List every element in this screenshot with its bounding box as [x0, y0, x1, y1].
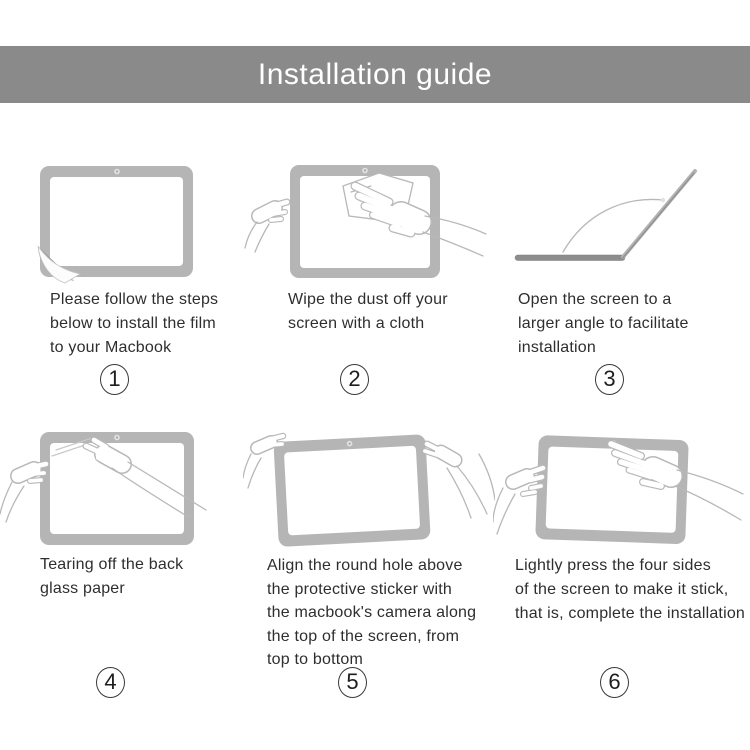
- page-title: Installation guide: [257, 58, 493, 91]
- gripping-hand-icon: [493, 468, 543, 534]
- caption-line: Please follow the steps: [50, 291, 219, 308]
- caption-line: glass paper: [40, 580, 125, 597]
- caption-line: Align the round hole above: [267, 557, 463, 574]
- holding-hand-icon: [245, 202, 287, 252]
- step-5-number-badge: 5: [338, 667, 367, 698]
- caption-line: the protective sticker with: [267, 580, 453, 598]
- laptop-base: [515, 255, 625, 261]
- step-1-number-badge: 1: [100, 364, 129, 395]
- tear-back-paper-icon: [0, 424, 252, 552]
- press-four-sides-icon: [493, 424, 750, 556]
- caption-line: installation: [518, 339, 597, 356]
- step-2-number-badge: 2: [340, 364, 369, 395]
- screen-panel: [284, 446, 420, 536]
- pinch-hand-icon: [0, 464, 46, 522]
- step-1-caption: [50, 288, 218, 360]
- align-camera-hole-icon: [243, 424, 495, 556]
- caption-line: Tearing off the back: [40, 556, 184, 573]
- caption-line: of the screen to make it stick,: [515, 581, 729, 598]
- caption-line: Lightly press the four sides: [515, 557, 711, 574]
- step-5-caption: [267, 554, 476, 672]
- caption-line: Open the screen to a: [518, 291, 672, 308]
- step-2-caption: [288, 288, 448, 336]
- caption-line: Wipe the dust off your: [288, 291, 448, 308]
- step-4-number-badge: 4: [96, 667, 125, 698]
- caption-line: screen with a cloth: [288, 315, 425, 332]
- caption-line: the top of the screen, from: [267, 627, 460, 645]
- header-bar: [0, 46, 750, 103]
- caption-line: the macbook's camera along: [267, 604, 477, 621]
- wipe-screen-cloth-icon: [243, 156, 488, 288]
- caption-line: larger angle to facilitate: [518, 315, 689, 332]
- caption-line: that is, complete the installation: [515, 605, 746, 622]
- laptop-open-angle-icon: [505, 158, 705, 270]
- macbook-film-peel-icon: [28, 158, 213, 286]
- step-6-number-badge: 6: [600, 667, 629, 698]
- caption-line: top to bottom: [267, 651, 363, 668]
- step-4-caption: [40, 553, 183, 601]
- pinch-hand-icon: [425, 444, 495, 518]
- caption-line: below to install the film: [50, 315, 216, 332]
- step-3-number-badge: 3: [595, 364, 624, 395]
- caption-line: to your Macbook: [50, 339, 172, 356]
- step-3-caption: [518, 288, 689, 360]
- screen-panel: [50, 177, 183, 266]
- step-6-caption: [515, 554, 745, 626]
